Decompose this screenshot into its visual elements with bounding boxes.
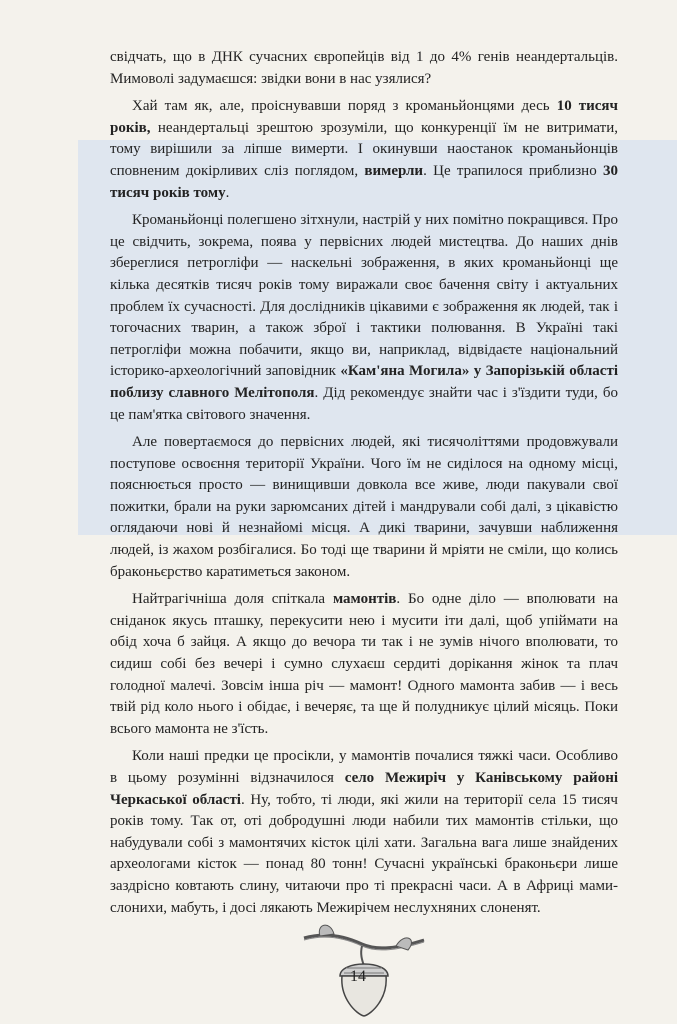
paragraph: [110, 96, 618, 204]
page-number: 14: [350, 968, 366, 985]
text-run: . Це трапилося приблизно: [423, 162, 604, 179]
text-run: Але повертаємося до первісних людей, які тисячоліттями продовжували поступове освоєння території України. Чого їм не сиділося на одному місці, пояснюється просто — винищивши довкола все живе, люди пакували свої пожитки, брали на руки зарюмсаних дітей і мандрували собі далі, з цікавістю оглядаючи нові й незнайомі місця. А дикі тварини, зачувши наближення людей, із жахом розбігалися. Бо тоді ще тварини й мріяти не сміли, що колись браконьєрство каратиметься законом.: [110, 434, 618, 580]
paragraph: [110, 47, 618, 90]
text-run: неандертальці зрештою зрозуміли, що конкуренції їм не витримати, тому вирішили за ліпше вимерти. І окинувши наостанок кроманьйонців сповненим докірливих сліз поглядом,: [110, 119, 618, 179]
text-run: свідчать, що в ДНК сучасних європейців від 1 до 4% генів неандертальців. Мимоволі задумаєшся: звідки вони в нас узялися?: [110, 49, 618, 87]
paragraph: [110, 589, 618, 740]
bold-text-run: село Межиріч у Канівському районі Черкаської області: [110, 770, 618, 808]
bold-text-run: 10 тисяч років,: [110, 98, 619, 136]
paragraph: [110, 432, 618, 583]
bold-text-run: мамонтів: [332, 591, 397, 608]
text-run: Хай там як, але, проіснувавши поряд з кроманьйонцями десь: [132, 98, 557, 115]
body-text: [110, 47, 618, 919]
bold-text-run: вимерли: [364, 162, 424, 179]
text-run: . Ну, тобто, ті люди, які жили на території села 15 тисяч років тому. Так от, оті добродушні люди набили тих мамонтів стільки, що набудували собі з мамонтячих кісток цілі хати. Загальна вага лише знайдених археологами кісток — понад 80 тонн! Сучасні українські браконьєри лише заздрісно ковтають слину, читаючи про ті прекрасні часи. А в Африці мами-слонихи, мабуть, і досі лякають Межирічем неслухняних слоненят.: [110, 791, 618, 916]
text-run: . Дід рекомендує знайти час і з'їздити туди, бо це пам'ятка світового значення.: [110, 384, 618, 423]
text-run: Коли наші предки це просікли, у мамонтів почалися тяжкі часи. Особливо в цьому розумінні відзначилося: [110, 748, 618, 786]
text-run: .: [225, 184, 230, 201]
text-run: Кроманьйонці полегшено зітхнули, настрій у них помітно покращився. Про це свідчить, зокрема, поява у первісних людей мистецтва. До наших днів збереглися петрогліфи — наскельні зображення, в яких кроманьйонці ще кілька десятків тисяч років тому виражали своє бачення світу і актуальних проблем їх сучасності. Для дослідників цікавими є зображення як людей, так і тогочасних тварин, а також зброї і тактики полювання. В Україні такі петрогліфи можна побачити, якщо ви, наприклад, відвідаєте національний історико-археологічний заповідник: [110, 212, 618, 380]
paragraph: [110, 210, 618, 426]
text-run: . Бо одне діло — вполювати на сніданок якусь пташку, перекусити нею і мусити іти далі, щоб упіймати на обід хоча б зайця. А якщо до вечора ти так і не зумів нічого вполювати, то сидиш собі без вечері і сумно слухаєш сердиті дорікання жінок та плач голодної малечі. Зовсім інша річ — мамонт! Одного мамонта забив — і весь твій рід коло нього і обідає, і вечеряє, та ще й полудникує цілий місяць. Поки всього мамонта не з'їсть.: [110, 591, 618, 737]
paragraph: [110, 746, 618, 919]
text-run: Найтрагічніша доля спіткала: [132, 591, 333, 608]
bold-text-run: 30 тисяч років тому: [110, 162, 619, 201]
bold-text-run: «Кам'яна Могила» у Запорізькій області поблизу славного Мелітополя: [110, 363, 619, 401]
